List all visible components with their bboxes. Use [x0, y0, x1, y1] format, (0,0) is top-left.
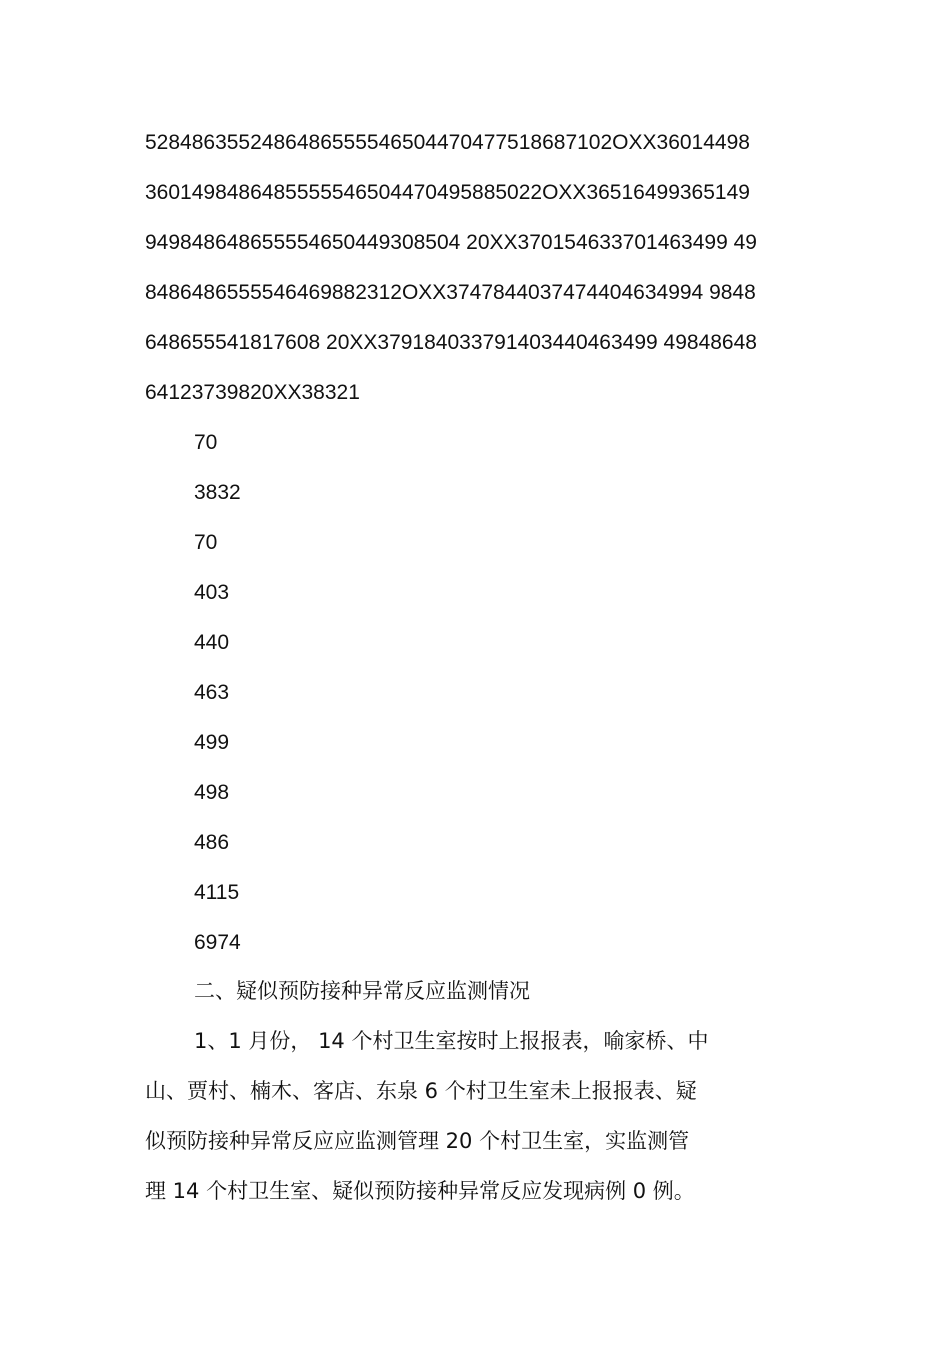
section-heading: 二、疑似预防接种异常反应监测情况 — [194, 979, 530, 1003]
number-item: 70 — [194, 431, 218, 454]
paragraph-line: 理 14 个村卫生室、疑似预防接种异常反应发现病例 0 例。 — [145, 1179, 695, 1203]
digit-line: 949848648655554650449308504 20XX370154633701463499 49 — [145, 231, 757, 254]
number-item: 6974 — [194, 931, 241, 954]
digit-line: 5284863552486486555546504470477518687102OXX36014498 — [145, 131, 750, 154]
digit-line: 8486486555546469882312OXX3747844037474404634994 9848 — [145, 281, 756, 304]
number-item: 403 — [194, 581, 230, 604]
number-item: 70 — [194, 531, 218, 554]
digit-line: 64123739820XX38321 — [145, 381, 360, 404]
digit-run-block — [145, 118, 805, 418]
number-item: 463 — [194, 681, 230, 704]
paragraph-line: 山、贾村、楠木、客店、东泉 6 个村卫生室未上报报表、疑 — [145, 1079, 697, 1103]
section-heading-block — [145, 966, 805, 1016]
paragraph-line: 1、1 月份， 14 个村卫生室按时上报报表，喻家桥、中 — [194, 1029, 709, 1053]
number-item: 440 — [194, 631, 230, 654]
number-item: 499 — [194, 731, 230, 754]
number-item: 486 — [194, 831, 230, 854]
paragraph — [145, 1016, 805, 1216]
paragraph-line: 似预防接种异常反应应监测管理 20 个村卫生室，实监测管 — [145, 1129, 690, 1153]
number-item: 4115 — [194, 881, 240, 904]
number-item: 498 — [194, 781, 230, 804]
number-list — [145, 418, 805, 968]
number-item: 3832 — [194, 481, 241, 504]
digit-line: 648655541817608 20XX379184033791403440463499 49848648 — [145, 331, 757, 354]
digit-line: 3601498486485555546504470495885022OXX36516499365149 — [145, 181, 750, 204]
